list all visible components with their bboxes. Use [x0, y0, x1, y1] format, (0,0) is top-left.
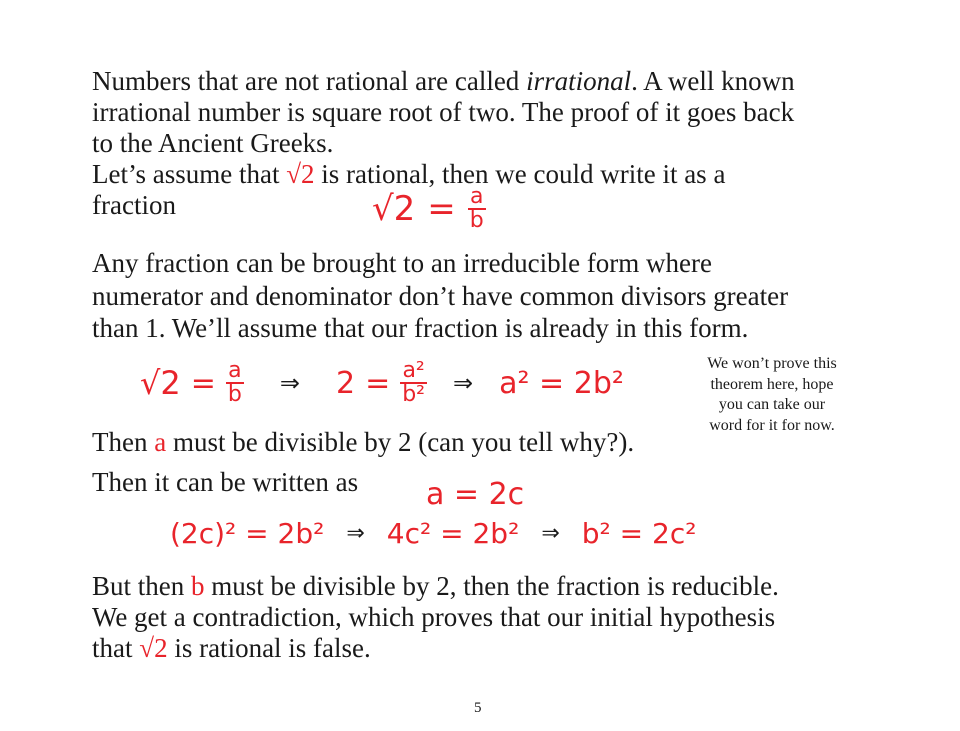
para3-line2: numerator and denominator don’t have common divisors greater	[92, 281, 789, 311]
implies-arrow-2: ⇒	[453, 369, 474, 397]
note-line1: We won’t prove this	[707, 355, 837, 372]
para6-text-d: is rational is false.	[167, 633, 371, 663]
para5-line: Then it can be written as	[92, 467, 359, 497]
eq2-sqrt2: √2	[140, 364, 181, 402]
eq2-fraction-2	[400, 360, 427, 406]
para4-line	[92, 427, 634, 458]
side-note	[672, 354, 872, 436]
para6-text-b: must be divisible by 2, then the fraction is reducible.	[204, 571, 779, 601]
eq2-result: a² = 2b²	[499, 365, 624, 401]
note-line3: you can take our	[718, 396, 826, 413]
eq2-equals-2: =	[365, 365, 391, 401]
implies-arrow-4: ⇒	[541, 521, 560, 546]
para3-line1: Any fraction can be brought to an irreducible form where	[92, 248, 713, 278]
eq1-numerator: a	[470, 184, 484, 209]
implies-arrow-1: ⇒	[279, 369, 300, 397]
eq4-part1: (2c)² = 2b²	[170, 517, 325, 550]
para2-line2: fraction	[92, 190, 176, 220]
para6-text-c: that	[92, 633, 140, 663]
eq4-part3: b² = 2c²	[581, 517, 697, 550]
eq4-part2: 4c² = 2b²	[386, 517, 520, 550]
eq2-num-1: a	[228, 358, 242, 383]
para1-line3: to the Ancient Greeks.	[92, 128, 334, 158]
inline-sqrt2: √2	[286, 159, 315, 189]
para1-line1	[92, 66, 795, 97]
eq2-den-1: b	[227, 382, 242, 407]
equation-sqrt2-fraction	[372, 186, 486, 232]
para6-line3	[92, 633, 371, 664]
para4-text-b: must be divisible by 2 (can you tell why?).	[166, 427, 635, 457]
equation-substitution-row	[170, 517, 696, 550]
variable-b: b	[191, 571, 205, 601]
implies-arrow-3: ⇒	[346, 521, 365, 546]
eq1-lhs: √2	[372, 189, 416, 229]
para6-text-a: But then	[92, 571, 191, 601]
eq1-fraction	[468, 186, 486, 232]
page-number: 5	[474, 700, 482, 716]
eq2-two: 2	[335, 365, 356, 401]
eq1-equals: =	[427, 189, 456, 229]
equation-derivation-row	[140, 360, 624, 406]
note-line2: theorem here, hope	[710, 375, 834, 393]
para2-text-a: Let’s assume that	[92, 159, 287, 189]
inline-sqrt2-final: √2	[139, 633, 168, 663]
para2-text-b: is rational, then we could write it as a	[314, 159, 726, 189]
para3-line3: than 1. We’ll assume that our fraction is already in this form.	[92, 313, 749, 343]
para1-line2: irrational number is square root of two. The proof of it goes back	[92, 97, 795, 127]
para6-line2: We get a contradiction, which proves that our initial hypothesis	[92, 602, 776, 632]
equation-a-equals-2c: a = 2c	[426, 477, 525, 512]
note-line4: word for it for now.	[709, 416, 835, 434]
eq2-den-2: b²	[402, 382, 425, 407]
para1-text-a: Numbers that are not rational are called	[92, 66, 527, 96]
para4-text-a: Then	[92, 427, 155, 457]
para1-text-b: . A well known	[631, 66, 795, 96]
eq1-denominator: b	[469, 208, 484, 233]
irrational-term: irrational	[526, 66, 632, 96]
eq2-equals-1: =	[190, 365, 216, 401]
para6-line1	[92, 571, 779, 602]
eq2-fraction-1	[226, 360, 244, 406]
eq2-num-2: a²	[402, 358, 425, 383]
variable-a: a	[154, 427, 167, 457]
